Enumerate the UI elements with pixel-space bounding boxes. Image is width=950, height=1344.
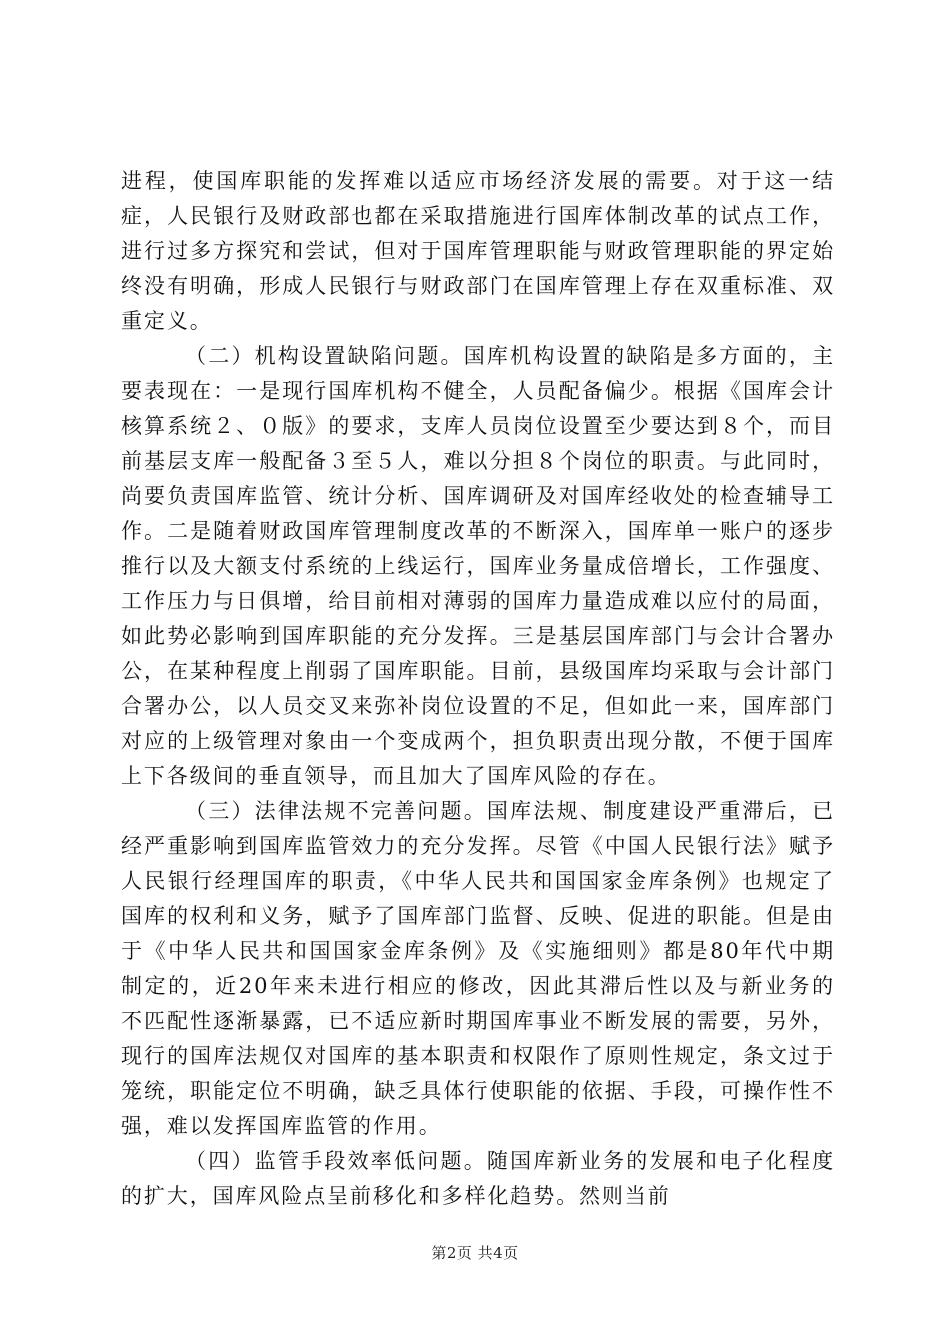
paragraph-continuation: 进程，使国库职能的发挥难以适应市场经济发展的需要。对于这一结症，人民银行及财政部也都在采取措施进行国库体制改革的试点工作，进行过多方探究和尝试，但对于国库管理职能与财政管理职能的界定始终没有明确，形成人民银行与财政部门在国库管理上存在双重标准、双重定义。 (121, 169, 835, 333)
paragraph-laws-regulations: （三）法律法规不完善问题。国库法规、制度建设严重滞后，已经严重影响到国库监管效力的充分发挥。尽管《中国人民银行法》赋予人民银行经理国库的职责，《中华人民共和国国家金库条例》也规定了国库的权利和义务，赋予了国库部门监督、反映、促进的职能。但是由于《中华人民共和国国家金库条例》及《实施细则》都是80年代中期制定的，近20年来未进行相应的修改，因此其滞后性以及与新业务的不匹配性逐渐暴露，已不适应新时期国库事业不断发展的需要，另外，现行的国库法规仅对国库的基本职责和权限作了原则性规定，条文过于笼统，职能定位不明确，缺乏具体行使职能的依据、手段，可操作性不强，难以发挥国库监管的作用。 (121, 799, 835, 1138)
paragraph-supervision-efficiency: （四）监管手段效率低问题。随国库新业务的发展和电子化程度的扩大，国库风险点呈前移化和多样化趋势。然则当前 (121, 1149, 835, 1208)
document-body (121, 164, 835, 1214)
page-number-footer: 第2页 共4页 (431, 1244, 519, 1262)
paragraph-institution-setup: （二）机构设置缺陷问题。国库机构设置的缺陷是多方面的，主要表现在：一是现行国库机构不健全，人员配备偏少。根据《国库会计核算系统２、０版》的要求，支库人员岗位设置至少要达到８个，而目前基层支库一般配备３至５人，难以分担８个岗位的职责。与此同时，尚要负责国库监管、统计分析、国库调研及对国库经收处的检查辅导工作。二是随着财政国库管理制度改革的不断深入，国库单一账户的逐步推行以及大额支付系统的上线运行，国库业务量成倍增长，工作强度、工作压力与日俱增，给目前相对薄弱的国库力量造成难以应付的局面，如此势必影响到国库职能的充分发挥。三是基层国库部门与会计合署办公，在某种程度上削弱了国库职能。目前，县级国库均采取与会计部门合署办公，以人员交叉来弥补岗位设置的不足，但如此一来，国库部门对应的上级管理对象由一个变成两个，担负职责出现分散，不便于国库上下各级间的垂直领导，而且加大了国库风险的存在。 (121, 344, 835, 788)
